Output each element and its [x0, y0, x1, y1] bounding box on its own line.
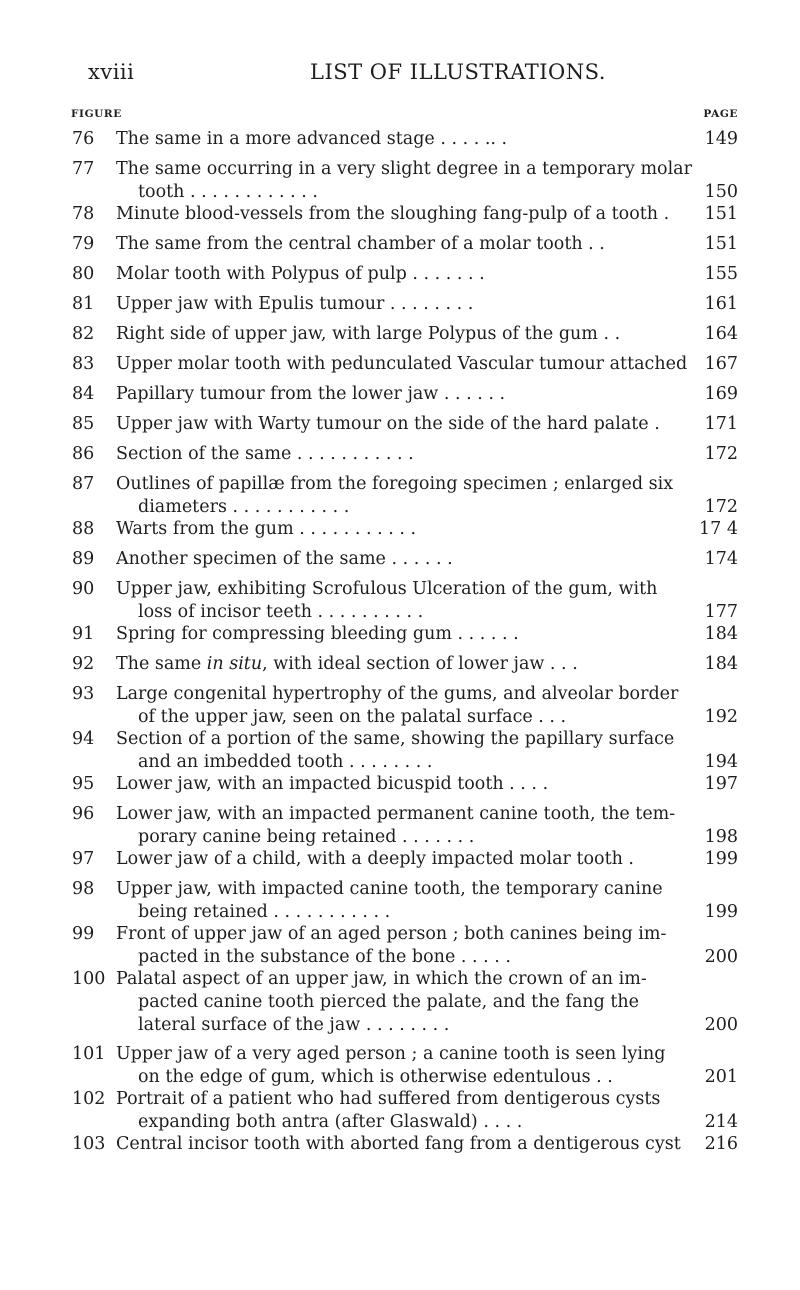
list-entry [0, 728, 800, 774]
caption-line: The same occurring in a very slight degree in a temporary molar [116, 159, 692, 179]
list-entry [0, 878, 800, 924]
caption-line: Right side of upper jaw, with large Polypus of the gum . . [116, 324, 621, 344]
figure-number: 82 [72, 324, 95, 344]
caption-line: Portrait of a patient who had suffered from dentigerous cysts [116, 1089, 661, 1109]
page-reference: 164 [704, 324, 738, 344]
figure-number: 101 [72, 1044, 106, 1064]
list-entry [0, 128, 800, 151]
figure-number: 88 [72, 519, 95, 539]
page-reference: 169 [704, 384, 738, 404]
list-entry [0, 158, 800, 204]
list-entry [0, 518, 800, 541]
caption-line: Lower jaw, with an impacted permanent canine tooth, the tem- [116, 804, 676, 824]
caption-line: Upper molar tooth with pedunculated Vascular tumour attached [116, 354, 688, 374]
page-reference: 177 [704, 602, 738, 622]
figure-number: 78 [72, 204, 95, 224]
list-entry [0, 1043, 800, 1089]
figure-number: 90 [72, 579, 95, 599]
figure-number: 97 [72, 849, 95, 869]
figure-number: 103 [72, 1134, 106, 1154]
page-reference: 174 [704, 549, 738, 569]
figure-number: 96 [72, 804, 95, 824]
list-entry [0, 233, 800, 256]
caption-line: Upper jaw, with impacted canine tooth, the temporary canine [116, 879, 663, 899]
list-entry [0, 263, 800, 286]
list-entry [0, 323, 800, 346]
page-reference: 155 [704, 264, 738, 284]
page-reference: 192 [704, 707, 738, 727]
caption-line: Upper jaw of a very aged person ; a canine tooth is seen lying [116, 1044, 666, 1064]
figure-number: 84 [72, 384, 95, 404]
figure-number: 98 [72, 879, 95, 899]
list-entry [0, 203, 800, 226]
list-entry [0, 923, 800, 969]
page-reference: 201 [704, 1067, 738, 1087]
page-reference: 150 [704, 182, 738, 202]
list-entry [0, 848, 800, 871]
caption-line: Minute blood-vessels from the sloughing fang-pulp of a tooth . [116, 204, 670, 224]
list-entry [0, 773, 800, 796]
caption-line: on the edge of gum, which is otherwise edentulous . . [138, 1067, 613, 1087]
caption-line: Central incisor tooth with aborted fang from a dentigerous cyst [116, 1134, 681, 1154]
page-reference: 167 [704, 354, 738, 374]
page-reference: 184 [704, 654, 738, 674]
figure-number: 100 [72, 969, 106, 989]
caption-line: Outlines of papillæ from the foregoing specimen ; enlarged six [116, 474, 674, 494]
page-reference: 200 [704, 947, 738, 967]
caption-line: Lower jaw, with an impacted bicuspid tooth . . . . [116, 774, 549, 794]
caption-line: Warts from the gum . . . . . . . . . . . [116, 519, 417, 539]
caption-line: Molar tooth with Polypus of pulp . . . . . . . [116, 264, 485, 284]
page-reference: 194 [704, 752, 738, 772]
figure-number: 77 [72, 159, 95, 179]
list-entry [0, 968, 800, 1037]
figure-number: 83 [72, 354, 95, 374]
caption-line: Section of a portion of the same, showing the papillary surface [116, 729, 675, 749]
caption-line: The same from the central chamber of a molar tooth . . [116, 234, 605, 254]
figure-number: 95 [72, 774, 95, 794]
figure-number: 81 [72, 294, 95, 314]
page-reference: 184 [704, 624, 738, 644]
caption-line: expanding both antra (after Glaswald) . . . . [138, 1112, 523, 1132]
page-reference: 151 [704, 204, 738, 224]
caption-line: Large congenital hypertrophy of the gums, and alveolar border [116, 684, 679, 704]
page-number: xviii [88, 60, 135, 84]
page-reference: 214 [704, 1112, 738, 1132]
list-entry [0, 473, 800, 519]
figure-number: 85 [72, 414, 95, 434]
page-reference: 17 4 [699, 519, 738, 539]
page-reference: 149 [704, 129, 738, 149]
caption-line: loss of incisor teeth . . . . . . . . . . [138, 602, 424, 622]
figure-number: 80 [72, 264, 95, 284]
page-reference: 151 [704, 234, 738, 254]
figure-number: 93 [72, 684, 95, 704]
column-header-page: PAGE [703, 108, 738, 120]
caption-line: Lower jaw of a child, with a deeply impacted molar tooth . [116, 849, 634, 869]
caption-line: Another specimen of the same . . . . . . [116, 549, 453, 569]
figure-number: 92 [72, 654, 95, 674]
figure-number: 79 [72, 234, 95, 254]
caption-line: and an imbedded tooth . . . . . . . . [138, 752, 433, 772]
page-reference: 199 [704, 849, 738, 869]
caption-line: Spring for compressing bleeding gum . . . . . . [116, 624, 519, 644]
caption-line: pacted in the substance of the bone . . . . . [138, 947, 511, 967]
page-reference: 197 [704, 774, 738, 794]
caption-line: The same in a more advanced stage . . . . .. . [116, 129, 508, 149]
caption-line: lateral surface of the jaw . . . . . . . . [138, 1015, 450, 1035]
list-entry [0, 683, 800, 729]
page-reference: 172 [704, 497, 738, 517]
caption-line: being retained . . . . . . . . . . . [138, 902, 391, 922]
caption-line: Upper jaw with Warty tumour on the side of the hard palate . [116, 414, 660, 434]
list-entry [0, 1133, 800, 1156]
list-entry [0, 803, 800, 849]
figure-number: 89 [72, 549, 95, 569]
page-reference: 216 [704, 1134, 738, 1154]
caption-line: Upper jaw, exhibiting Scrofulous Ulceration of the gum, with [116, 579, 658, 599]
page-title: LIST OF ILLUSTRATIONS. [310, 60, 606, 84]
list-entry [0, 413, 800, 436]
page-reference: 198 [704, 827, 738, 847]
list-entry [0, 353, 800, 376]
caption-line: Papillary tumour from the lower jaw . . . . . . [116, 384, 506, 404]
caption-line: The same in situ, with ideal section of lower jaw . . . [116, 654, 578, 674]
caption-line: of the upper jaw, seen on the palatal surface . . . [138, 707, 567, 727]
list-entry [0, 578, 800, 624]
list-entry [0, 653, 800, 676]
figure-number: 94 [72, 729, 95, 749]
page-reference: 200 [704, 1015, 738, 1035]
list-entry [0, 383, 800, 406]
figure-number: 91 [72, 624, 95, 644]
list-entry [0, 293, 800, 316]
caption-line: pacted canine tooth pierced the palate, and the fang the [138, 992, 639, 1012]
page-reference: 199 [704, 902, 738, 922]
running-head [88, 60, 728, 90]
figure-number: 87 [72, 474, 95, 494]
caption-line: Palatal aspect of an upper jaw, in which the crown of an im- [116, 969, 647, 989]
caption-line: diameters . . . . . . . . . . . [138, 497, 350, 517]
figure-number: 102 [72, 1089, 106, 1109]
figure-number: 76 [72, 129, 95, 149]
caption-line: Upper jaw with Epulis tumour . . . . . . . . [116, 294, 474, 314]
list-entry [0, 623, 800, 646]
page-reference: 172 [704, 444, 738, 464]
column-header-figure: FIGURE [71, 108, 122, 120]
caption-line: porary canine being retained . . . . . . . [138, 827, 475, 847]
list-entry [0, 1088, 800, 1134]
list-entry [0, 548, 800, 571]
figure-number: 99 [72, 924, 95, 944]
page-reference: 171 [704, 414, 738, 434]
caption-line: Front of upper jaw of an aged person ; both canines being im- [116, 924, 667, 944]
page-reference: 161 [704, 294, 738, 314]
list-entry [0, 443, 800, 466]
figure-number: 86 [72, 444, 95, 464]
caption-line: tooth . . . . . . . . . . . . [138, 182, 318, 202]
caption-line: Section of the same . . . . . . . . . . . [116, 444, 414, 464]
